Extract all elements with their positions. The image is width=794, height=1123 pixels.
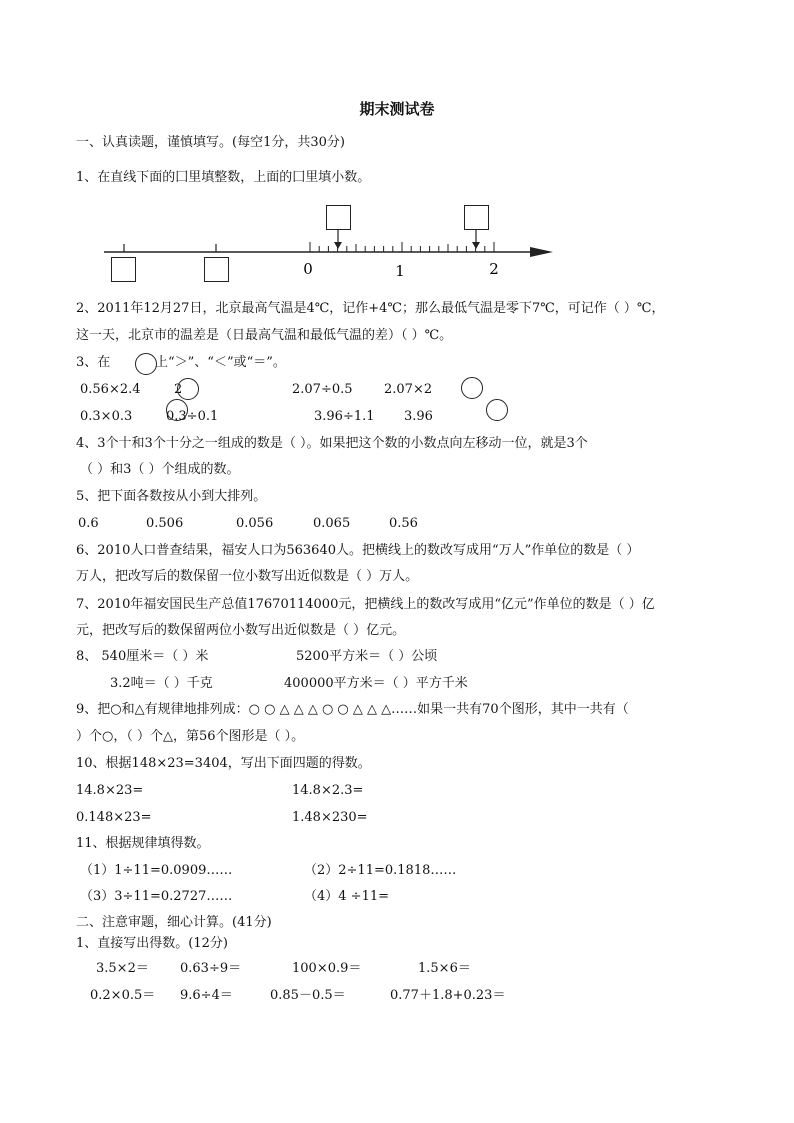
q5-number-5: 0.56 bbox=[389, 516, 418, 531]
numberline-label-1: 1 bbox=[395, 262, 405, 280]
calc-2: 0.63÷9＝ bbox=[180, 961, 242, 976]
question-2-line1: 2、2011年12月27日，北京最高气温是4℃，记作+4℃；那么最低气温是零下7℃，可记作（ ）℃， bbox=[76, 301, 665, 316]
compare-3-right: 0.3÷0.1 bbox=[166, 409, 219, 424]
question-9-line1: 9、把○和△有规律地排列成：○ ○ △ △ △ ○ ○ △ △ △……如果一共有70个图形，其中一共有（ bbox=[76, 702, 629, 717]
compare-4-left: 3.96÷1.1 bbox=[314, 409, 375, 424]
calc-5: 0.2×0.5＝ bbox=[90, 988, 156, 1003]
question-3-text: 上“＞”、“＜”或“＝”。 bbox=[155, 355, 286, 370]
question-6-line1: 6、2010人口普查结果，福安人口为563640人。把横线上的数改写成用“万人”作单位的数是（ ） bbox=[76, 543, 640, 558]
section2-heading: 二、注意审题，细心计算。(41分) bbox=[76, 915, 272, 930]
question-2-line2: 这一天，北京市的温差是（日最高气温和最低气温的差）（ ）℃。 bbox=[76, 328, 453, 343]
question-9-line2: ）个○，（ ）个△，第56个图形是（ ）。 bbox=[76, 729, 305, 744]
compare-2-right: 2.07×2 bbox=[384, 382, 433, 397]
question-1: 1、在直线下面的囗里填整数，上面的囗里填小数。 bbox=[76, 170, 371, 185]
answer-box-upper-2[interactable] bbox=[464, 205, 489, 230]
q5-number-3: 0.056 bbox=[236, 516, 274, 531]
question-4-line1: 4、3个十和3个十分之一组成的数是（ ）。如果把这个数的小数点向左移动一位，就是3个 bbox=[76, 436, 588, 451]
question-4-line2: （ ）和3（ ）个组成的数。 bbox=[80, 462, 240, 477]
calc-1: 3.5×2＝ bbox=[96, 961, 149, 976]
compare-4-right: 3.96 bbox=[404, 409, 433, 424]
q10-item-1: 14.8×23= bbox=[76, 783, 144, 798]
question-5: 5、把下面各数按从小到大排列。 bbox=[76, 489, 267, 504]
q10-item-3: 0.148×23= bbox=[76, 810, 152, 825]
calc-3: 100×0.9＝ bbox=[292, 961, 362, 976]
compare-circle-1[interactable] bbox=[177, 378, 199, 400]
numberline-label-0: 0 bbox=[303, 260, 313, 278]
numberline-label-2: 2 bbox=[489, 260, 499, 278]
question-11: 11、根据规律填得数。 bbox=[76, 836, 210, 851]
question-8-r2-right: 400000平方米＝（ ）平方千米 bbox=[284, 676, 468, 691]
q10-item-4: 1.48×230= bbox=[292, 810, 368, 825]
q11-item-1: （1）1÷11=0.0909…… bbox=[80, 863, 233, 878]
calc-6: 9.6÷4＝ bbox=[180, 988, 233, 1003]
compare-1-right: 2 bbox=[174, 382, 183, 397]
q5-number-1: 0.6 bbox=[78, 516, 99, 531]
question-8-r1-left: 8、 540厘米＝（ ）米 bbox=[76, 649, 209, 664]
answer-box-lower-1[interactable] bbox=[111, 257, 136, 282]
calc-7: 0.85－0.5＝ bbox=[270, 988, 346, 1003]
section2-question-1: 1、直接写出得数。(12分) bbox=[76, 936, 228, 951]
q11-item-4: （4）4 ÷11= bbox=[304, 889, 390, 904]
calc-4: 1.5×6＝ bbox=[418, 961, 471, 976]
compare-2-left: 2.07÷0.5 bbox=[292, 382, 353, 397]
answer-box-upper-1[interactable] bbox=[326, 205, 351, 230]
answer-box-lower-2[interactable] bbox=[204, 257, 229, 282]
question-3-prefix: 3、在 bbox=[76, 355, 111, 370]
compare-3-left: 0.3×0.3 bbox=[80, 409, 133, 424]
section1-heading: 一、认真读题，谨慎填写。(每空1分，共30分) bbox=[76, 135, 345, 150]
question-10: 10、根据148×23=3404，写出下面四题的得数。 bbox=[76, 756, 371, 771]
q11-item-3: （3）3÷11=0.2727…… bbox=[80, 889, 233, 904]
compare-circle-2[interactable] bbox=[461, 377, 483, 399]
q11-item-2: （2）2÷11=0.1818…… bbox=[304, 863, 457, 878]
calc-8: 0.77＋1.8+0.23＝ bbox=[390, 988, 506, 1003]
compare-circle-example bbox=[135, 353, 157, 375]
question-7-line1: 7、2010年福安国民生产总值17670114000元，把横线上的数改写成用“亿元”作单位的数是（ ）亿 bbox=[76, 597, 655, 612]
compare-1-left: 0.56×2.4 bbox=[80, 382, 141, 397]
compare-circle-3[interactable] bbox=[166, 399, 188, 421]
compare-circle-4[interactable] bbox=[486, 399, 508, 421]
q5-number-2: 0.506 bbox=[146, 516, 184, 531]
q5-number-4: 0.065 bbox=[313, 516, 351, 531]
question-8-r2-left: 3.2吨＝（ ）千克 bbox=[110, 676, 213, 691]
question-7-line2: 元，把改写后的数保留两位小数写出近似数是（ ）亿元。 bbox=[76, 623, 406, 638]
question-6-line2: 万人，把改写后的数保留一位小数写出近似数是（ ）万人。 bbox=[76, 569, 419, 584]
page-title: 期末测试卷 bbox=[359, 100, 435, 118]
q10-item-2: 14.8×2.3= bbox=[292, 783, 364, 798]
question-8-r1-right: 5200平方米＝（ ）公顷 bbox=[296, 649, 438, 664]
